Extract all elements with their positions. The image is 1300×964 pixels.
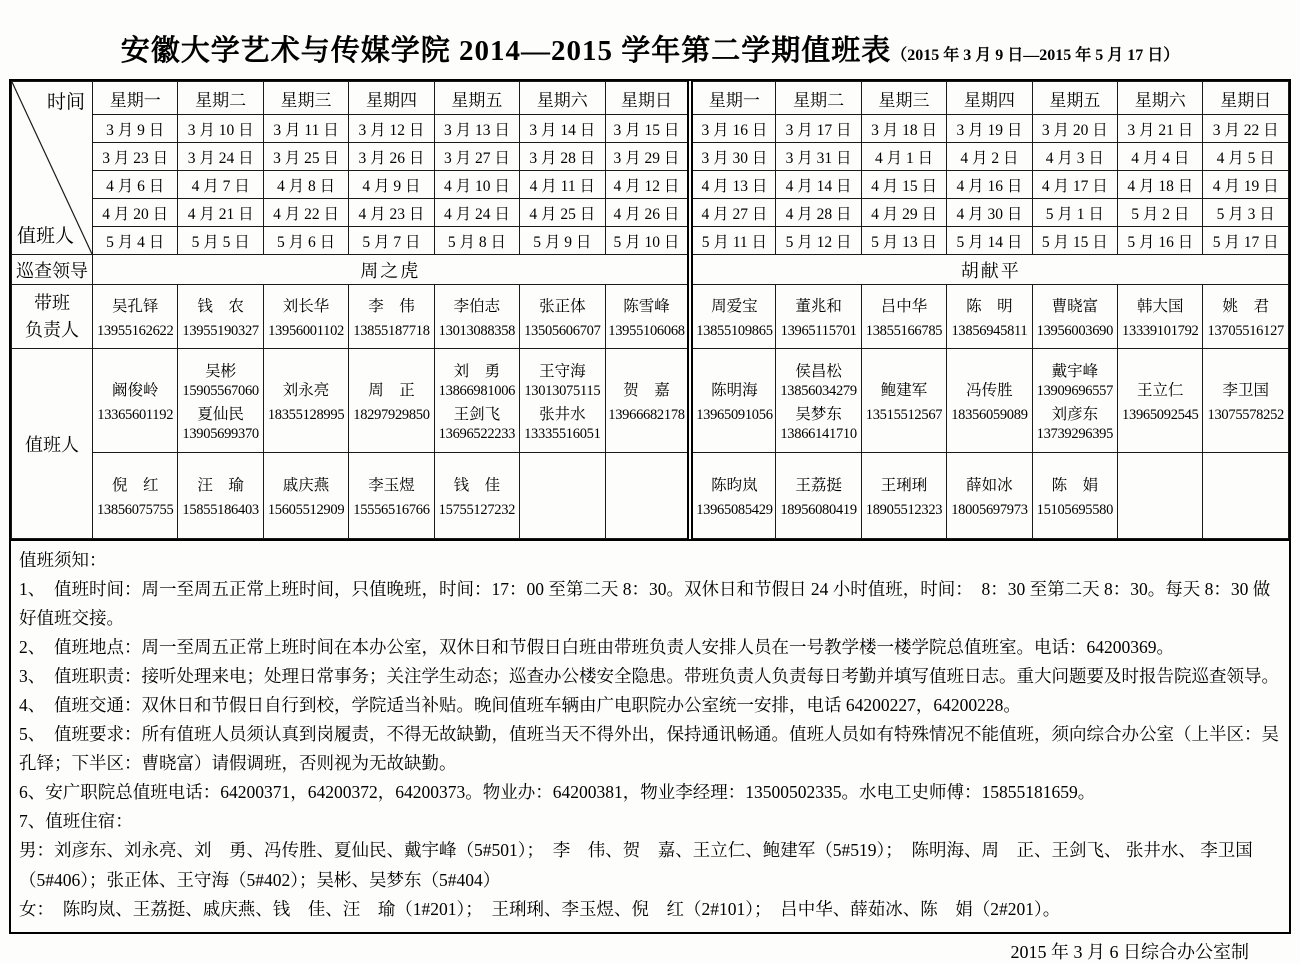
table-row bbox=[12, 199, 1289, 227]
note-line: 7、值班住宿： bbox=[19, 811, 133, 832]
date-cell: 4 月 12 日 bbox=[605, 171, 690, 199]
table-row bbox=[12, 143, 1289, 171]
duty-cell bbox=[947, 453, 1032, 539]
footer-issuer-note: 2015 年 3 月 6 日综合办公室制 bbox=[1010, 941, 1249, 962]
lead-cell bbox=[178, 285, 263, 349]
person-phone: 18005697973 bbox=[951, 501, 1028, 518]
person-name: 曹晓富 bbox=[1051, 297, 1099, 315]
lead-cell bbox=[263, 285, 348, 349]
date-cell: 3 月 21 日 bbox=[1118, 115, 1203, 143]
duty-roster-table bbox=[11, 81, 1289, 539]
lead-label-line: 带班 bbox=[34, 293, 70, 314]
person-phone: 13705516127 bbox=[1207, 322, 1284, 339]
date-cell: 3 月 18 日 bbox=[861, 115, 946, 143]
person-phone: 13515512567 bbox=[865, 406, 943, 423]
person-name: 戴宇峰 bbox=[1051, 362, 1099, 380]
person-name: 王荔挺 bbox=[795, 476, 842, 494]
inspector-name: 周之虎 bbox=[93, 255, 691, 285]
date-cell: 4 月 30 日 bbox=[947, 199, 1032, 227]
person-name: 王立仁 bbox=[1137, 381, 1184, 399]
date-cell: 4 月 7 日 bbox=[178, 171, 263, 199]
date-cell: 3 月 13 日 bbox=[434, 115, 519, 143]
date-cell: 4 月 2 日 bbox=[947, 143, 1032, 171]
note-line: 女： 陈昀岚、王荔挺、戚庆燕、钱 佳、汪 瑜（1#201）； 王琍琍、李玉煜、倪 红（2#101）； 吕中华、薛茹冰、陈 娟（2#201）。 bbox=[19, 898, 1061, 919]
date-cell: 4 月 10 日 bbox=[434, 171, 519, 199]
lead-cell bbox=[520, 285, 605, 349]
person-phone: 13075578252 bbox=[1207, 406, 1284, 423]
duty-cell bbox=[1032, 453, 1117, 539]
person-phone: 13965115701 bbox=[780, 322, 857, 339]
duty-cell bbox=[690, 349, 775, 453]
duty-cell bbox=[178, 453, 263, 539]
person-name: 王琍琍 bbox=[880, 476, 928, 494]
person-name: 吕中华 bbox=[880, 297, 928, 315]
date-cell: 4 月 23 日 bbox=[349, 199, 434, 227]
person-phone: 15105695580 bbox=[1036, 501, 1114, 518]
person-phone: 13856945811 bbox=[951, 322, 1028, 339]
person-name: 刘 勇 bbox=[453, 362, 501, 380]
duty-cell bbox=[776, 453, 861, 539]
date-cell: 3 月 31 日 bbox=[776, 143, 861, 171]
weekday-header-cell: 星期三 bbox=[861, 82, 946, 115]
person-phone: 15855186403 bbox=[182, 501, 259, 518]
date-cell: 5 月 17 日 bbox=[1203, 227, 1289, 255]
person-name: 李玉煜 bbox=[368, 476, 415, 494]
date-cell: 4 月 13 日 bbox=[690, 171, 775, 199]
date-cell: 5 月 7 日 bbox=[349, 227, 434, 255]
date-cell: 4 月 27 日 bbox=[690, 199, 775, 227]
duty-cell bbox=[178, 349, 263, 453]
note-line: 男：刘彦东、刘永亮、刘 勇、冯传胜、夏仙民、戴宇峰（5#501）； 李 伟、贺 嘉、王立仁、鲍建军（5#519）； 陈明海、周 正、王剑飞、 张井水、 李卫国（5#406）；张正体、王守海（5#402）；吴彬、吴梦东（5#404） bbox=[19, 840, 1253, 890]
person-name: 刘永亮 bbox=[282, 381, 330, 399]
date-cell: 4 月 1 日 bbox=[861, 143, 946, 171]
date-cell: 5 月 10 日 bbox=[605, 227, 690, 255]
person-phone: 13955162622 bbox=[96, 322, 174, 339]
person-name: 陈明海 bbox=[711, 381, 758, 399]
date-cell: 4 月 16 日 bbox=[947, 171, 1032, 199]
weekday-header-cell: 星期二 bbox=[776, 82, 861, 115]
date-cell: 3 月 25 日 bbox=[263, 143, 348, 171]
table-row bbox=[12, 285, 1289, 349]
person-name: 刘长华 bbox=[282, 297, 330, 315]
table-row bbox=[12, 453, 1289, 539]
page-title bbox=[0, 0, 1300, 69]
date-cell: 3 月 14 日 bbox=[520, 115, 605, 143]
duty-cell bbox=[947, 349, 1032, 453]
person-name: 吴梦东 bbox=[795, 405, 842, 423]
person-phone: 15556516766 bbox=[353, 501, 430, 518]
person-name: 韩大国 bbox=[1137, 297, 1184, 315]
corner-cell bbox=[12, 82, 93, 255]
lead-label-line: 负责人 bbox=[25, 319, 79, 340]
person-name: 陈昀岚 bbox=[711, 476, 758, 494]
duty-cell bbox=[520, 349, 605, 453]
person-name: 钱 农 bbox=[197, 297, 244, 315]
person-name: 周爱宝 bbox=[711, 297, 758, 315]
duty-cell bbox=[861, 453, 946, 539]
duty-cell bbox=[349, 453, 434, 539]
lead-cell bbox=[605, 285, 690, 349]
person-phone: 13856075755 bbox=[96, 501, 174, 518]
person-name: 张井水 bbox=[539, 405, 586, 423]
person-name: 李伯志 bbox=[453, 297, 501, 315]
person-name: 冯传胜 bbox=[966, 381, 1013, 399]
person-phone: 13013088358 bbox=[438, 322, 516, 339]
person-phone: 18956080419 bbox=[780, 501, 857, 518]
person-phone: 15905567060 bbox=[182, 382, 259, 399]
time-axis-label: 时间 bbox=[46, 92, 85, 113]
person-phone: 13965085429 bbox=[696, 501, 773, 518]
date-cell: 4 月 20 日 bbox=[93, 199, 178, 227]
duty-cell bbox=[349, 349, 434, 453]
date-cell: 4 月 25 日 bbox=[520, 199, 605, 227]
person-name: 侯昌松 bbox=[795, 362, 842, 380]
person-phone: 13866981006 bbox=[438, 382, 516, 399]
person-phone: 13909696557 bbox=[1036, 382, 1114, 399]
duty-cell bbox=[1203, 349, 1289, 453]
person-name: 张正体 bbox=[539, 297, 586, 315]
person-name: 王剑飞 bbox=[453, 405, 501, 423]
weekday-header-cell: 星期日 bbox=[1203, 82, 1289, 115]
person-phone: 15755127232 bbox=[438, 501, 516, 518]
date-cell: 5 月 3 日 bbox=[1203, 199, 1289, 227]
person-name: 李 伟 bbox=[368, 297, 415, 315]
weekday-header-cell: 星期六 bbox=[520, 82, 605, 115]
table-row bbox=[12, 227, 1289, 255]
inspector-name: 胡献平 bbox=[690, 255, 1288, 285]
person-name: 吴彬 bbox=[205, 362, 237, 380]
roster-sheet bbox=[9, 79, 1291, 934]
person-name: 周 正 bbox=[368, 381, 415, 399]
person-phone: 13505606707 bbox=[524, 322, 601, 339]
duty-row-label: 值班人 bbox=[12, 349, 93, 539]
person-phone: 13855109865 bbox=[696, 322, 773, 339]
person-name: 钱 佳 bbox=[453, 476, 501, 494]
note-line: 2、 值班地点：周一至周五正常上班时间在本办公室，双休日和节假日白班由带班负责人安排人员在一号教学楼一楼学院总值班室。电话：64200369。 bbox=[19, 637, 1174, 658]
weekday-header-cell: 星期一 bbox=[93, 82, 178, 115]
date-cell: 3 月 30 日 bbox=[690, 143, 775, 171]
person-name: 姚 君 bbox=[1222, 297, 1269, 315]
date-cell: 3 月 11 日 bbox=[263, 115, 348, 143]
person-phone: 15605512909 bbox=[267, 501, 345, 518]
date-cell: 4 月 14 日 bbox=[776, 171, 861, 199]
person-phone: 18905512323 bbox=[865, 501, 943, 518]
person-phone: 13905699370 bbox=[182, 425, 259, 442]
date-cell: 4 月 5 日 bbox=[1203, 143, 1289, 171]
duty-cell bbox=[1032, 349, 1117, 453]
date-cell: 3 月 20 日 bbox=[1032, 115, 1117, 143]
person-phone: 13855187718 bbox=[353, 322, 430, 339]
date-cell: 4 月 28 日 bbox=[776, 199, 861, 227]
weekday-header-cell: 星期五 bbox=[1032, 82, 1117, 115]
person-name: 吴孔铎 bbox=[111, 297, 159, 315]
person-phone: 18297929850 bbox=[353, 406, 430, 423]
title-date-range: （2015 年 3 月 9 日—2015 年 5 月 17 日） bbox=[891, 47, 1180, 64]
note-line: 3、 值班职责：接听处理来电；处理日常事务；关注学生动态；巡查办公楼安全隐患。带班负责人负责每日考勤并填写值班日志。重大问题要及时报告院巡查领导。 bbox=[19, 666, 1279, 687]
date-cell: 5 月 14 日 bbox=[947, 227, 1032, 255]
person-phone: 13955106068 bbox=[608, 322, 685, 339]
date-cell: 5 月 13 日 bbox=[861, 227, 946, 255]
date-cell: 4 月 9 日 bbox=[349, 171, 434, 199]
date-cell: 5 月 9 日 bbox=[520, 227, 605, 255]
duty-cell bbox=[93, 349, 178, 453]
lead-cell bbox=[690, 285, 775, 349]
lead-cell bbox=[93, 285, 178, 349]
date-cell: 4 月 4 日 bbox=[1118, 143, 1203, 171]
date-cell: 3 月 24 日 bbox=[178, 143, 263, 171]
person-name: 李卫国 bbox=[1222, 381, 1269, 399]
date-cell: 5 月 1 日 bbox=[1032, 199, 1117, 227]
date-cell: 4 月 15 日 bbox=[861, 171, 946, 199]
person-phone: 13335516051 bbox=[524, 425, 601, 442]
date-cell: 3 月 15 日 bbox=[605, 115, 690, 143]
lead-cell bbox=[861, 285, 946, 349]
weekday-header-cell: 星期四 bbox=[349, 82, 434, 115]
person-phone: 13955190327 bbox=[182, 322, 259, 339]
duty-cell bbox=[1203, 453, 1289, 539]
person-name: 陈 明 bbox=[966, 297, 1013, 315]
person-phone: 18355128995 bbox=[267, 406, 345, 423]
table-row bbox=[12, 82, 1289, 115]
person-phone: 13365601192 bbox=[97, 406, 174, 423]
person-name: 薛如冰 bbox=[966, 476, 1013, 494]
date-cell: 4 月 29 日 bbox=[861, 199, 946, 227]
date-cell: 3 月 17 日 bbox=[776, 115, 861, 143]
title-main: 安徽大学艺术与传媒学院 2014—2015 学年第二学期值班表 bbox=[120, 35, 892, 67]
duty-cell bbox=[1118, 453, 1203, 539]
date-cell: 3 月 10 日 bbox=[178, 115, 263, 143]
date-cell: 5 月 2 日 bbox=[1118, 199, 1203, 227]
date-cell: 4 月 22 日 bbox=[263, 199, 348, 227]
note-line: 6、安广职院总值班电话：64200371，64200372，64200373。物业办：64200381，物业李经理：13500502335。水电工史师傅：15855181659。 bbox=[19, 782, 1096, 803]
date-cell: 4 月 6 日 bbox=[93, 171, 178, 199]
person-phone: 18356059089 bbox=[951, 406, 1028, 423]
date-cell: 5 月 11 日 bbox=[690, 227, 775, 255]
person-name: 王守海 bbox=[539, 362, 586, 380]
person-phone: 13866141710 bbox=[780, 425, 857, 442]
person-name: 董兆和 bbox=[795, 297, 842, 315]
person-phone: 13739296395 bbox=[1036, 425, 1114, 442]
date-cell: 4 月 26 日 bbox=[605, 199, 690, 227]
person-phone: 13966682178 bbox=[608, 406, 685, 423]
person-name: 刘彦东 bbox=[1051, 405, 1099, 423]
person-name: 夏仙民 bbox=[197, 405, 244, 423]
person-phone: 13013075115 bbox=[524, 382, 601, 399]
person-phone: 13856034279 bbox=[780, 382, 857, 399]
lead-cell bbox=[349, 285, 434, 349]
duty-cell bbox=[263, 453, 348, 539]
duty-cell bbox=[605, 349, 690, 453]
date-cell: 5 月 15 日 bbox=[1032, 227, 1117, 255]
duty-notes-section bbox=[11, 539, 1289, 932]
table-row bbox=[12, 171, 1289, 199]
date-cell: 3 月 23 日 bbox=[93, 143, 178, 171]
duty-cell bbox=[1118, 349, 1203, 453]
date-cell: 5 月 4 日 bbox=[93, 227, 178, 255]
person-phone: 13965091056 bbox=[696, 406, 773, 423]
lead-cell bbox=[1203, 285, 1289, 349]
person-name: 阚俊岭 bbox=[111, 381, 159, 399]
notes-heading: 值班须知： bbox=[19, 550, 107, 570]
date-cell: 3 月 16 日 bbox=[690, 115, 775, 143]
note-line: 5、 值班要求：所有值班人员须认真到岗履责，不得无故缺勤，值班当天不得外出，保持通讯畅通。值班人员如有特殊情况不能值班，须向综合办公室（上半区：吴孔铎；下半区：曹晓富）请假调班，否则视为无故缺勤。 bbox=[19, 724, 1279, 774]
weekday-header-cell: 星期六 bbox=[1118, 82, 1203, 115]
date-cell: 5 月 5 日 bbox=[178, 227, 263, 255]
person-name: 鲍建军 bbox=[880, 381, 928, 399]
table-row bbox=[12, 115, 1289, 143]
duty-person-axis-label: 值班人 bbox=[17, 226, 75, 247]
lead-cell bbox=[1118, 285, 1203, 349]
inspector-row-label: 巡查领导 bbox=[12, 255, 93, 285]
person-phone: 13965092545 bbox=[1122, 406, 1199, 423]
duty-cell bbox=[520, 453, 605, 539]
person-name: 汪 瑜 bbox=[197, 476, 244, 494]
person-phone: 13696522233 bbox=[438, 425, 516, 442]
duty-cell bbox=[434, 453, 519, 539]
person-phone: 13855166785 bbox=[865, 322, 943, 339]
date-cell: 5 月 16 日 bbox=[1118, 227, 1203, 255]
date-cell: 4 月 8 日 bbox=[263, 171, 348, 199]
table-row bbox=[12, 255, 1289, 285]
date-cell: 3 月 28 日 bbox=[520, 143, 605, 171]
person-name: 倪 红 bbox=[111, 476, 159, 494]
date-cell: 4 月 19 日 bbox=[1203, 171, 1289, 199]
lead-cell bbox=[947, 285, 1032, 349]
duty-cell bbox=[605, 453, 690, 539]
date-cell: 4 月 21 日 bbox=[178, 199, 263, 227]
weekday-header-cell: 星期二 bbox=[178, 82, 263, 115]
duty-cell bbox=[776, 349, 861, 453]
person-phone: 13956001102 bbox=[268, 322, 345, 339]
person-name: 陈 娟 bbox=[1051, 476, 1099, 494]
weekday-header-cell: 星期五 bbox=[434, 82, 519, 115]
duty-cell bbox=[690, 453, 775, 539]
date-cell: 5 月 12 日 bbox=[776, 227, 861, 255]
date-cell: 4 月 11 日 bbox=[520, 171, 605, 199]
date-cell: 4 月 18 日 bbox=[1118, 171, 1203, 199]
person-phone: 13339101792 bbox=[1122, 322, 1199, 339]
person-name: 贺 嘉 bbox=[623, 381, 670, 399]
lead-cell bbox=[434, 285, 519, 349]
duty-cell bbox=[263, 349, 348, 453]
weekday-header-cell: 星期日 bbox=[605, 82, 690, 115]
date-cell: 4 月 24 日 bbox=[434, 199, 519, 227]
date-cell: 3 月 19 日 bbox=[947, 115, 1032, 143]
weekday-header-cell: 星期四 bbox=[947, 82, 1032, 115]
weekday-header-cell: 星期三 bbox=[263, 82, 348, 115]
person-phone: 13956003690 bbox=[1036, 322, 1114, 339]
date-cell: 3 月 12 日 bbox=[349, 115, 434, 143]
lead-cell bbox=[776, 285, 861, 349]
duty-cell bbox=[93, 453, 178, 539]
date-cell: 4 月 3 日 bbox=[1032, 143, 1117, 171]
table-row bbox=[12, 349, 1289, 453]
date-cell: 3 月 9 日 bbox=[93, 115, 178, 143]
person-name: 陈雪峰 bbox=[623, 297, 670, 315]
weekday-header-cell: 星期一 bbox=[690, 82, 775, 115]
duty-cell bbox=[434, 349, 519, 453]
date-cell: 3 月 26 日 bbox=[349, 143, 434, 171]
date-cell: 3 月 29 日 bbox=[605, 143, 690, 171]
lead-row-label bbox=[12, 285, 93, 349]
date-cell: 3 月 27 日 bbox=[434, 143, 519, 171]
person-name: 戚庆燕 bbox=[282, 476, 330, 494]
duty-cell bbox=[861, 349, 946, 453]
note-line: 1、 值班时间：周一至周五正常上班时间，只值晚班，时间：17：00 至第二天 8：30。双休日和节假日 24 小时值班，时间： 8：30 至第二天 8：30。每天 8：30 做好值班交接。 bbox=[19, 579, 1271, 629]
lead-cell bbox=[1032, 285, 1117, 349]
note-line: 4、 值班交通：双休日和节假日自行到校，学院适当补贴。晚间值班车辆由广电职院办公室统一安排，电话 64200227，64200228。 bbox=[19, 695, 1021, 716]
date-cell: 5 月 8 日 bbox=[434, 227, 519, 255]
date-cell: 4 月 17 日 bbox=[1032, 171, 1117, 199]
date-cell: 3 月 22 日 bbox=[1203, 115, 1289, 143]
date-cell: 5 月 6 日 bbox=[263, 227, 348, 255]
